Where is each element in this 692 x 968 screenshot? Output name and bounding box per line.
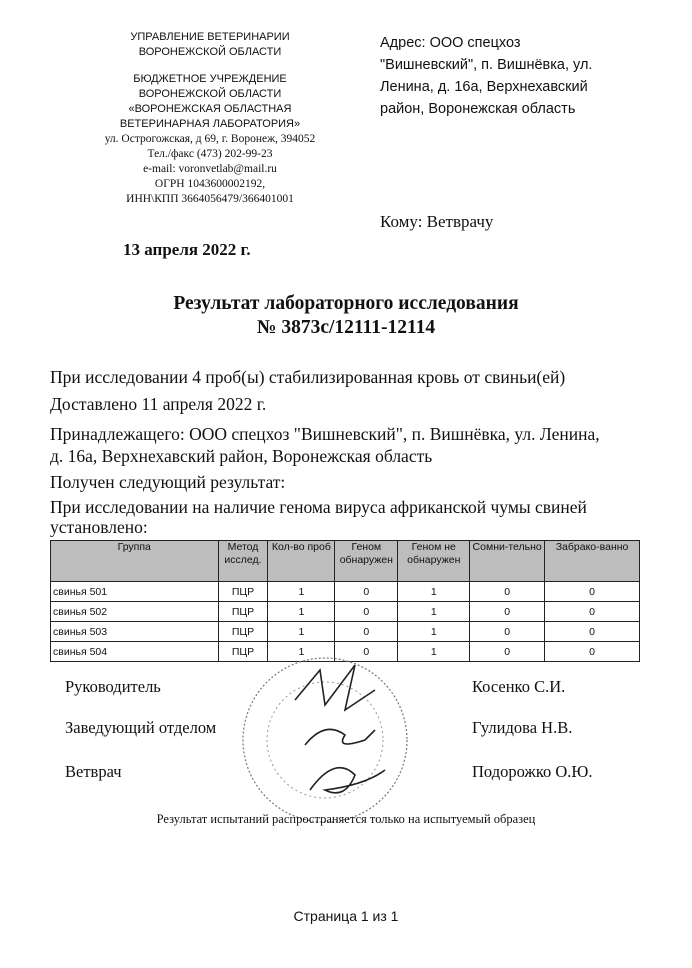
header-cell: Метод исслед. — [218, 541, 268, 582]
document-title — [0, 292, 692, 340]
table-row — [51, 582, 640, 602]
table-cell: свинья 502 — [51, 602, 219, 622]
org-name — [60, 30, 360, 60]
title-line: Результат лабораторного исследования — [173, 293, 519, 314]
table-cell: 1 — [398, 642, 470, 662]
table-row — [51, 602, 640, 622]
table-cell: 0 — [335, 642, 398, 662]
table-cell: свинья 501 — [51, 582, 219, 602]
letterhead — [60, 30, 360, 207]
table-cell: 0 — [470, 642, 545, 662]
table-cell: 0 — [545, 602, 640, 622]
table-cell: 0 — [335, 622, 398, 642]
paragraph: Доставлено 11 апреля 2022 г. — [50, 394, 267, 414]
table-cell: 1 — [398, 602, 470, 622]
paragraph: Получен следующий результат: — [50, 472, 286, 492]
table-cell: 0 — [470, 622, 545, 642]
recipient: Кому: Ветврачу — [380, 212, 494, 231]
address-line: Адрес: ООО спецхоз — [380, 35, 521, 51]
lab-name — [60, 72, 360, 132]
header-cell: Кол-во проб — [268, 541, 335, 582]
stamp-outer-ring — [243, 658, 407, 822]
address-line: Ленина, д. 16а, Верхнехавский — [380, 79, 588, 95]
table-row — [51, 622, 640, 642]
table-cell: 1 — [268, 642, 335, 662]
table-cell: ПЦР — [218, 622, 268, 642]
signature-name: Косенко С.И. — [472, 677, 566, 696]
document-number: № 3873с/12111-12114 — [256, 317, 436, 338]
contact-line: ОГРН 1043600002192, — [154, 178, 266, 190]
signature-head — [295, 665, 375, 710]
contact-line: e-mail: voronvetlab@mail.ru — [143, 163, 277, 175]
paragraph: При исследовании на наличие генома вируса африканской чумы свиней установлено: — [50, 497, 587, 537]
results-table — [50, 540, 640, 662]
table-cell: свинья 504 — [51, 642, 219, 662]
header-cell: Геном обнаружен — [335, 541, 398, 582]
document-date: 13 апреля 2022 г. — [123, 240, 251, 259]
table-cell: ПЦР — [218, 582, 268, 602]
signature-role: Руководитель — [65, 677, 161, 696]
address-line: "Вишневский", п. Вишнёвка, ул. — [380, 57, 593, 73]
signature-role: Ветврач — [65, 762, 122, 781]
table-cell: 0 — [470, 602, 545, 622]
org-line: УПРАВЛЕНИЕ ВЕТЕРИНАРИИ — [130, 31, 290, 43]
recipient-address — [380, 32, 680, 120]
lab-line: ВОРОНЕЖСКОЙ ОБЛАСТИ — [138, 88, 282, 100]
result-note: Результат испытаний распространяется только на испытуемый образец — [156, 812, 536, 826]
contact-line: ИНН\КПП 3664056479/366401001 — [126, 193, 294, 205]
paragraph: При исследовании 4 проб(ы) стабилизированная кровь от свиньи(ей) — [50, 367, 566, 387]
signature-dept — [305, 729, 375, 745]
table-cell: 0 — [545, 622, 640, 642]
table-cell: 0 — [545, 642, 640, 662]
table-cell: 1 — [398, 582, 470, 602]
signature-name: Подорожко О.Ю. — [472, 762, 593, 781]
stamp-and-signatures — [225, 650, 425, 830]
lab-contacts — [60, 132, 360, 207]
signature-name: Гулидова Н.В. — [472, 718, 573, 737]
table-cell: 1 — [398, 622, 470, 642]
lab-line: БЮДЖЕТНОЕ УЧРЕЖДЕНИЕ — [133, 73, 287, 85]
table-cell: 1 — [268, 622, 335, 642]
table-cell: 1 — [268, 582, 335, 602]
table-header-row — [51, 541, 640, 582]
table-cell: свинья 503 — [51, 622, 219, 642]
signature-role: Заведующий отделом — [65, 718, 217, 737]
header-cell: Геном не обнаружен — [398, 541, 470, 582]
lab-line: ВЕТЕРИНАРНАЯ ЛАБОРАТОРИЯ» — [119, 118, 301, 130]
contact-line: ул. Острогожская, д 69, г. Воронеж, 394052 — [104, 133, 316, 145]
table-cell: 0 — [545, 582, 640, 602]
table-cell: 0 — [335, 582, 398, 602]
paragraph: Принадлежащего: ООО спецхоз "Вишневский", п. Вишнёвка, ул. Ленина, д. 16а, Верхнехавский район, Воронежская область — [50, 424, 600, 466]
header-cell: Группа — [51, 541, 219, 582]
org-line: ВОРОНЕЖСКОЙ ОБЛАСТИ — [138, 46, 282, 58]
table-cell: 1 — [268, 602, 335, 622]
contact-line: Тел./факс (473) 202-99-23 — [147, 148, 273, 160]
table-cell: ПЦР — [218, 642, 268, 662]
signature-vet — [310, 768, 385, 793]
lab-line: «ВОРОНЕЖСКАЯ ОБЛАСТНАЯ — [128, 103, 292, 115]
table-cell: 0 — [470, 582, 545, 602]
header-cell: Сомни-тельно — [470, 541, 545, 582]
header-cell: Забрако-ванно — [545, 541, 640, 582]
table-cell: 0 — [335, 602, 398, 622]
page-number: Страница 1 из 1 — [293, 908, 399, 924]
table-cell: ПЦР — [218, 602, 268, 622]
address-line: район, Воронежская область — [380, 101, 576, 117]
